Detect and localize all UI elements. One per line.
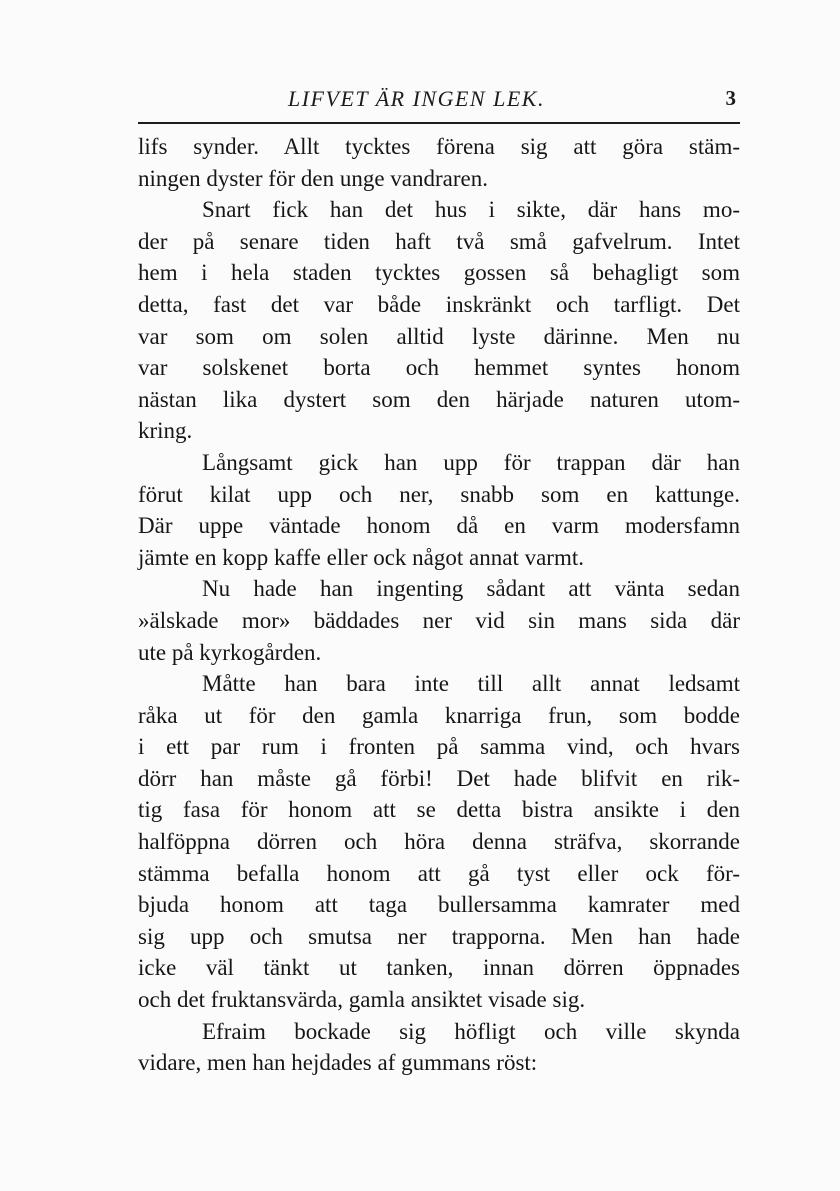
body-text: [138, 131, 740, 1079]
text-line: der på senare tiden haft två små gafvelrum. Intet: [138, 228, 740, 254]
text-line: tig fasa för honom att se detta bistra ansikte i den: [138, 797, 740, 823]
text-line: dörr han måste gå förbi! Det hade blifvit en rik-: [138, 765, 740, 791]
text-line: stämma befalla honom att gå tyst eller ock för-: [138, 860, 740, 886]
text-line: detta, fast det var både inskränkt och tarfligt. Det: [138, 291, 740, 317]
page-number: 3: [725, 86, 736, 110]
text-line: och det fruktansvärda, gamla ansiktet visade sig.: [138, 987, 586, 1013]
text-line: lifs synder. Allt tycktes förena sig att göra stäm-: [138, 134, 740, 159]
text-line: ningen dyster för den unge vandraren.: [138, 165, 488, 191]
text-line: icke väl tänkt ut tanken, innan dörren öppnades: [138, 955, 740, 981]
text-line: jämte en kopp kaffe eller ock något annat varmt.: [138, 544, 584, 570]
text-line: var som om solen alltid lyste därinne. Men nu: [138, 323, 740, 349]
text-line: »älskade mor» bäddades ner vid sin mans sida där: [138, 607, 740, 633]
text-line: Snart fick han det hus i sikte, där hans mo-: [202, 197, 740, 223]
text-line: Efraim bockade sig höfligt och ville skynda: [202, 1018, 740, 1044]
page-header: [138, 86, 740, 118]
text-line: nästan lika dystert som den härjade naturen utom-: [138, 386, 740, 412]
text-line: var solskenet borta och hemmet syntes honom: [138, 355, 740, 381]
text-line: Långsamt gick han upp för trappan där han: [202, 449, 740, 475]
header-rule: [138, 122, 740, 124]
text-line: ute på kyrkogården.: [138, 639, 322, 665]
text-line: råka ut för den gamla knarriga frun, som bodde: [138, 702, 740, 728]
running-title: LIFVET ÄR INGEN LEK.: [288, 86, 545, 111]
text-line: förut kilat upp och ner, snabb som en kattunge.: [138, 481, 740, 507]
text-line: hem i hela staden tycktes gossen så behagligt som: [138, 260, 740, 286]
text-line: Nu hade han ingenting sådant att vänta sedan: [202, 576, 740, 602]
text-line: Måtte han bara inte till allt annat ledsamt: [202, 671, 740, 697]
text-line: Där uppe väntade honom då en varm modersfamn: [138, 513, 740, 539]
text-line: kring.: [138, 418, 193, 444]
text-line: bjuda honom att taga bullersamma kamrater med: [138, 892, 740, 918]
text-line: vidare, men han hejdades af gummans röst:: [138, 1050, 538, 1076]
text-line: halföppna dörren och höra denna sträfva, skorrande: [138, 829, 740, 855]
text-line: sig upp och smutsa ner trapporna. Men han hade: [138, 923, 740, 949]
text-line: i ett par rum i fronten på samma vind, och hvars: [138, 734, 740, 760]
